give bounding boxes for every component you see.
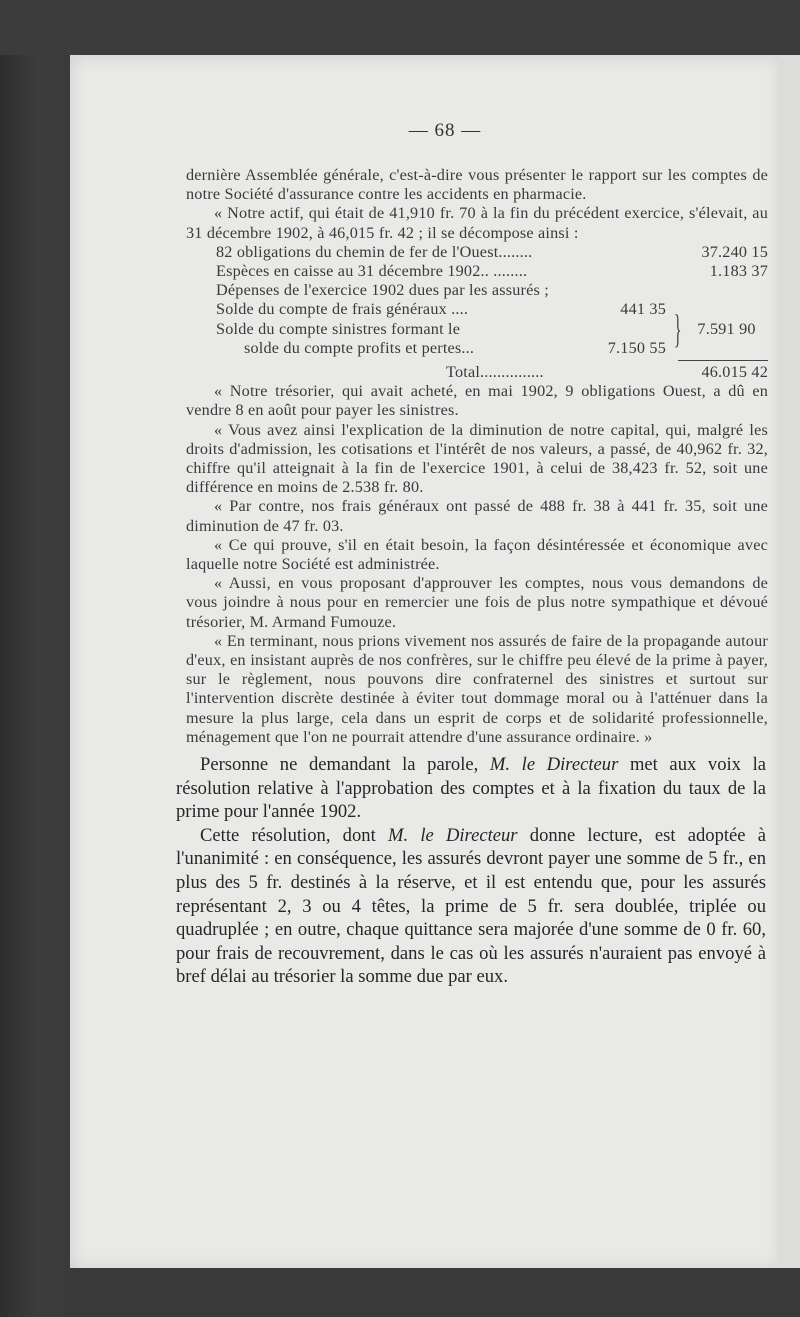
scan-top-margin bbox=[0, 0, 800, 55]
brace-group bbox=[216, 300, 768, 358]
report-paragraph: « Aussi, en vous proposant d'approuver les comptes, nous vous demandons de vous joindre à nous pour en remercier une fois de plus notre sympathique et dévoué trésorier, M. Armand Fumouze. bbox=[186, 574, 768, 631]
report-text bbox=[186, 166, 768, 747]
total-label: Total............... bbox=[446, 363, 544, 382]
asset-row bbox=[216, 262, 768, 281]
brace-row bbox=[216, 320, 672, 339]
asset-label: 82 obligations du chemin de fer de l'Ouest........ bbox=[216, 242, 533, 261]
report-paragraph: « En terminant, nous prions vivement nos assurés de faire de la propagande autour d'eux, en insistant auprès de nos confrères, sur le chiffre peu élevé de la prime à payer, sur le règlement, nous pouvons dire confraternel des sinistres et surtout sur l'intervention discrète destinée à éviter tout dommage moral ou à l'atténuer dans la mesure la plus large, cela dans un esprit de corps et de solidarité professionnelle, ménagement que l'on ne pourrait attendre d'une assurance ordinaire. » bbox=[186, 631, 768, 746]
asset-breakdown bbox=[216, 243, 768, 382]
total-rule bbox=[678, 360, 768, 361]
brace-label: Solde du compte sinistres formant le bbox=[216, 319, 461, 338]
facing-page-edge bbox=[778, 55, 800, 1317]
report-paragraph: « Vous avez ainsi l'explication de la diminution de notre capital, qui, malgré les droits d'admission, les cotisations et l'intérêt de nos valeurs, a passé, de 40,962 fr. 32, chiffre qu'il atteignait à la fin de l'exercice 1901, à celui de 38,423 fr. 52, soit une différence en moins de 2.538 fr. 80. bbox=[186, 420, 768, 497]
brace-label: solde du compte profits et pertes... bbox=[244, 338, 475, 357]
total-row bbox=[446, 363, 768, 382]
depenses-line: Dépenses de l'exercice 1902 dues par les assurés ; bbox=[216, 281, 549, 300]
asset-value: 1.183 37 bbox=[709, 262, 768, 281]
minutes-paragraph: Personne ne demandant la parole, M. le Directeur met aux voix la résolution relative à l'approbation des comptes et à la fixation du taux de la prime pour l'année 1902. bbox=[176, 754, 766, 823]
report-paragraph: « Notre trésorier, qui avait acheté, en mai 1902, 9 obligations Ouest, a dû en vendre 8 en août pour payer les sinistres. bbox=[186, 382, 768, 420]
brace-row bbox=[216, 300, 672, 319]
brace-total: 7.591 90 bbox=[697, 319, 756, 338]
brace-row bbox=[216, 339, 672, 358]
page-number: — 68 — bbox=[408, 120, 482, 141]
minutes-paragraph: Cette résolution, dont M. le Directeur donne lecture, est adoptée à l'unanimité : en conséquence, les assurés devront payer une somme de 5 fr., en plus des 5 fr. destinés à la réserve, et il est entendu que, pour les assurés représentant 2, 3 ou 4 têtes, la prime de 5 fr. sera doublée, triplée ou quadruplée ; en outre, chaque quittance sera majorée d'une somme de 0 fr. 60, pour frais de recouvrement, dans le cas où les assurés n'auraient pas envoyé à bref délai au trésorier la somme due par eux. bbox=[176, 824, 767, 988]
brace-label: Solde du compte de frais généraux .... bbox=[216, 300, 469, 319]
report-opening: dernière Assemblée générale, c'est-à-dire vous présenter le rapport sur les comptes de notre Société d'assurance contre les accidents en pharmacie. bbox=[186, 166, 768, 204]
minutes-text bbox=[176, 753, 766, 989]
total-value: 46.015 42 bbox=[701, 363, 768, 382]
asset-row bbox=[216, 243, 768, 262]
director-title: M. le Directeur bbox=[489, 754, 619, 776]
report-paragraph: « Par contre, nos frais généraux ont passé de 488 fr. 38 à 441 fr. 35, soit une diminution de 47 fr. 03. bbox=[186, 497, 768, 535]
brace-value: 7.150 55 bbox=[607, 338, 666, 357]
actif-intro: « Notre actif, qui était de 41,910 fr. 70 à la fin du précédent exercice, s'élevait, au 31 décembre 1902, à 46,015 fr. 42 ; il se décompose ainsi : bbox=[186, 204, 768, 242]
asset-label: Espèces en caisse au 31 décembre 1902.. ........ bbox=[216, 262, 528, 281]
page-content bbox=[110, 120, 768, 989]
asset-value: 37.240 15 bbox=[701, 242, 768, 261]
brace-value: 441 35 bbox=[620, 300, 666, 319]
report-paragraph: « Ce qui prouve, s'il en était besoin, la façon désintéressée et économique avec laquelle notre Société est administrée. bbox=[186, 535, 768, 574]
director-title: M. le Directeur bbox=[387, 824, 518, 846]
scan-bottom-margin bbox=[70, 1268, 800, 1317]
curly-brace-glyph: } bbox=[673, 306, 682, 352]
